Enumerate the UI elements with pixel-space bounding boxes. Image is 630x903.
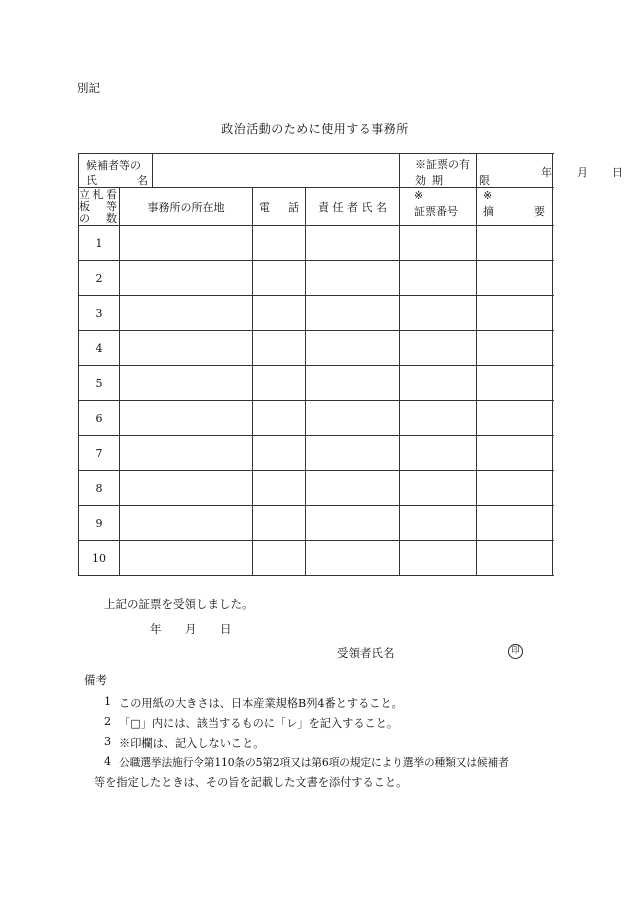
table-row	[79, 436, 553, 471]
table-row	[79, 541, 553, 576]
row-number: 10	[79, 541, 120, 576]
table-row	[79, 506, 553, 541]
responsible-person-header: 責 任 者 氏 名	[306, 188, 400, 226]
table-row	[79, 401, 553, 436]
row-number: 8	[79, 471, 120, 506]
note-item-continuation: 等を指定したときは、その旨を記載した文書を添付すること。	[94, 776, 408, 789]
row-number: 6	[79, 401, 120, 436]
note-item: 3 ※印欄は、記入しないこと。	[104, 735, 265, 750]
recipient-name-label: 受領者氏名	[337, 646, 395, 660]
document-title: 政治活動のために使用する事務所	[221, 122, 409, 136]
cert-validity-date-field[interactable]: 年 月 日	[477, 154, 553, 188]
notes-title: 備考	[84, 673, 107, 687]
row-number: 7	[79, 436, 120, 471]
remarks-header: ※ 摘 要	[477, 188, 553, 226]
table-row	[79, 261, 553, 296]
row-number: 3	[79, 296, 120, 331]
receipt-month: 月	[185, 622, 197, 636]
office-table	[78, 153, 624, 576]
receipt-year: 年	[150, 622, 162, 636]
seal-icon: 印	[508, 644, 523, 659]
table-row	[79, 471, 553, 506]
sign-count-header: 立 札 看 板 等 の 数	[79, 188, 120, 226]
note-item: 1 この用紙の大きさは、日本産業規格B列4番とすること。	[104, 695, 403, 710]
table-row	[79, 366, 553, 401]
row-number: 2	[79, 261, 120, 296]
cert-validity-label: ※証票の有効 期 限	[400, 154, 477, 188]
attachment-label: 別記	[77, 81, 100, 95]
row-number: 9	[79, 506, 120, 541]
cert-number-header: ※ 証票番号	[400, 188, 477, 226]
candidate-name-label: 候補者等の 氏 名	[79, 154, 153, 188]
office-location-header: 事務所の所在地	[120, 188, 253, 226]
row-number: 1	[79, 226, 120, 261]
candidate-name-field[interactable]	[153, 154, 400, 188]
note-item: 4 公職選挙法施行令第110条の5第2項又は第6項の規定により選挙の種類又は候補者	[104, 755, 509, 769]
note-item: 2 「□」内には、該当するものに「レ」を記入すること。	[104, 715, 399, 730]
row-number: 5	[79, 366, 120, 401]
phone-header: 電 話	[253, 188, 306, 226]
row-number: 4	[79, 331, 120, 366]
table-row	[79, 296, 553, 331]
receipt-statement: 上記の証票を受領しました。	[104, 597, 254, 611]
table-row	[79, 331, 553, 366]
receipt-day: 日	[220, 622, 232, 636]
table-row	[79, 226, 553, 261]
